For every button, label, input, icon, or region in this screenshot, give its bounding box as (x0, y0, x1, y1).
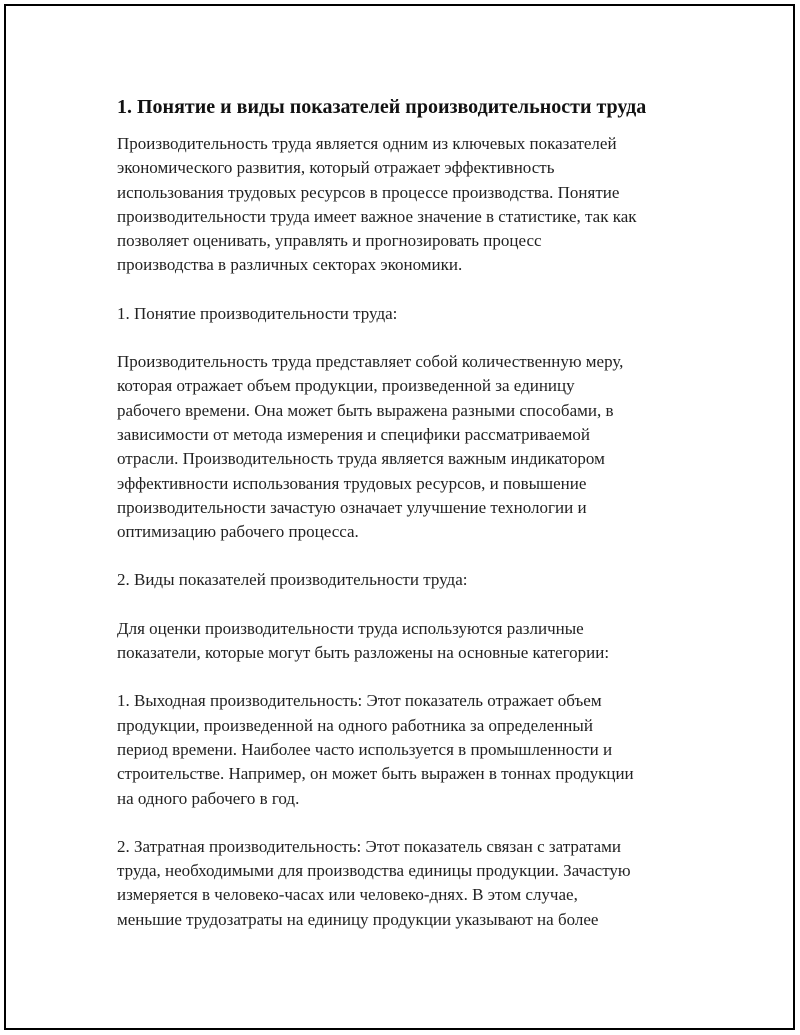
types-intro-paragraph: Для оценки производительности труда используются различные показатели, которые могут быть разложены на основные категории: (117, 618, 610, 663)
concept-paragraph: Производительность труда представляет собой количественную меру, которая отражает объем продукции, произведенной за единицу рабочего времени. Она может быть выражена разными способами, в зависимости от метода измерения и специфики рассматриваемой отрасли. Производительность труда является важным индикатором эффективности использования трудовых ресурсов, и повышение производительности зачастую означает улучшение технологии и оптимизацию рабочего процесса. (117, 352, 624, 542)
output-productivity-paragraph: 1. Выходная производительность: Этот показатель отражает объем продукции, произведенной на одного работника за определенный период времени. Наиболее часто используется в промышленности и строительстве. Например, он может быть выражен в тоннах продукции на одного рабочего в год. (117, 691, 634, 808)
intro-paragraph: Производительность труда является одним из ключевых показателей экономического развития, который отражает эффективность использования трудовых ресурсов в процессе производства. Понятие производительности труда имеет важное значение в статистике, так как позволяет оценивать, управлять и прогнозировать процесс производства в различных секторах экономики. (117, 134, 637, 275)
subheading-types: 2. Виды показателей производительности труда: (117, 570, 468, 590)
subheading-concept: 1. Понятие производительности труда: (117, 303, 398, 323)
document-body (117, 93, 697, 956)
section-heading: 1. Понятие и виды показателей производительности труда (117, 96, 647, 118)
cost-productivity-paragraph: 2. Затратная производительность: Этот показатель связан с затратами труда, необходимыми для производства единицы продукции. Зачастую измеряется в человеко-часах или человеко-днях. В этом случае, меньшие трудозатраты на единицу продукции указывают на более (117, 836, 631, 929)
